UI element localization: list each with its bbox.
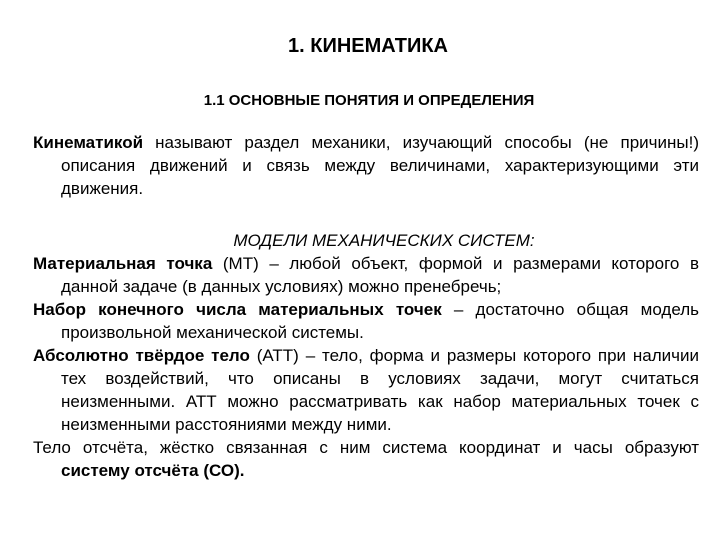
- model-text: (АТТ) – тело, форма и размеры которого при наличии тех воздействий, что описаны в условиях задачи, могут считаться неизменными. АТТ можно рассматривать как набор материальных точек с неизменными расстояниями между ними.: [61, 346, 699, 434]
- section-subtitle: 1.1 ОСНОВНЫЕ ПОНЯТИЯ И ОПРЕДЕЛЕНИЯ: [203, 92, 535, 109]
- model-text: – достаточно общая модель произвольной механической системы.: [61, 300, 699, 342]
- model-term: Материальная точка: [33, 254, 213, 273]
- model-item-material-point: [33, 252, 699, 298]
- model-item-reference-frame: [33, 436, 699, 482]
- models-heading: МОДЕЛИ МЕХАНИЧЕСКИХ СИСТЕМ:: [233, 231, 535, 250]
- model-term: систему отсчёта (СО).: [61, 461, 245, 480]
- model-term: Набор конечного числа материальных точек: [33, 300, 442, 319]
- model-text: (МТ) – любой объект, формой и размерами которого в данной задаче (в данных условиях) можно пренебречь;: [61, 254, 699, 296]
- definition-paragraph: [33, 131, 699, 200]
- definition-term: Кинематикой: [33, 133, 144, 152]
- definition-block: [33, 131, 699, 200]
- model-item-rigid-body: [33, 344, 699, 436]
- slide-title: 1. КИНЕМАТИКА: [288, 35, 448, 57]
- models-list: [33, 252, 699, 482]
- model-text: Тело отсчёта, жёстко связанная с ним система координат и часы образуют: [33, 438, 699, 457]
- model-item-point-set: [33, 298, 699, 344]
- definition-text: называют раздел механики, изучающий способы (не причины!) описания движений и связь между величинами, характеризующими эти движения.: [61, 133, 699, 198]
- model-term: Абсолютно твёрдое тело: [33, 346, 250, 365]
